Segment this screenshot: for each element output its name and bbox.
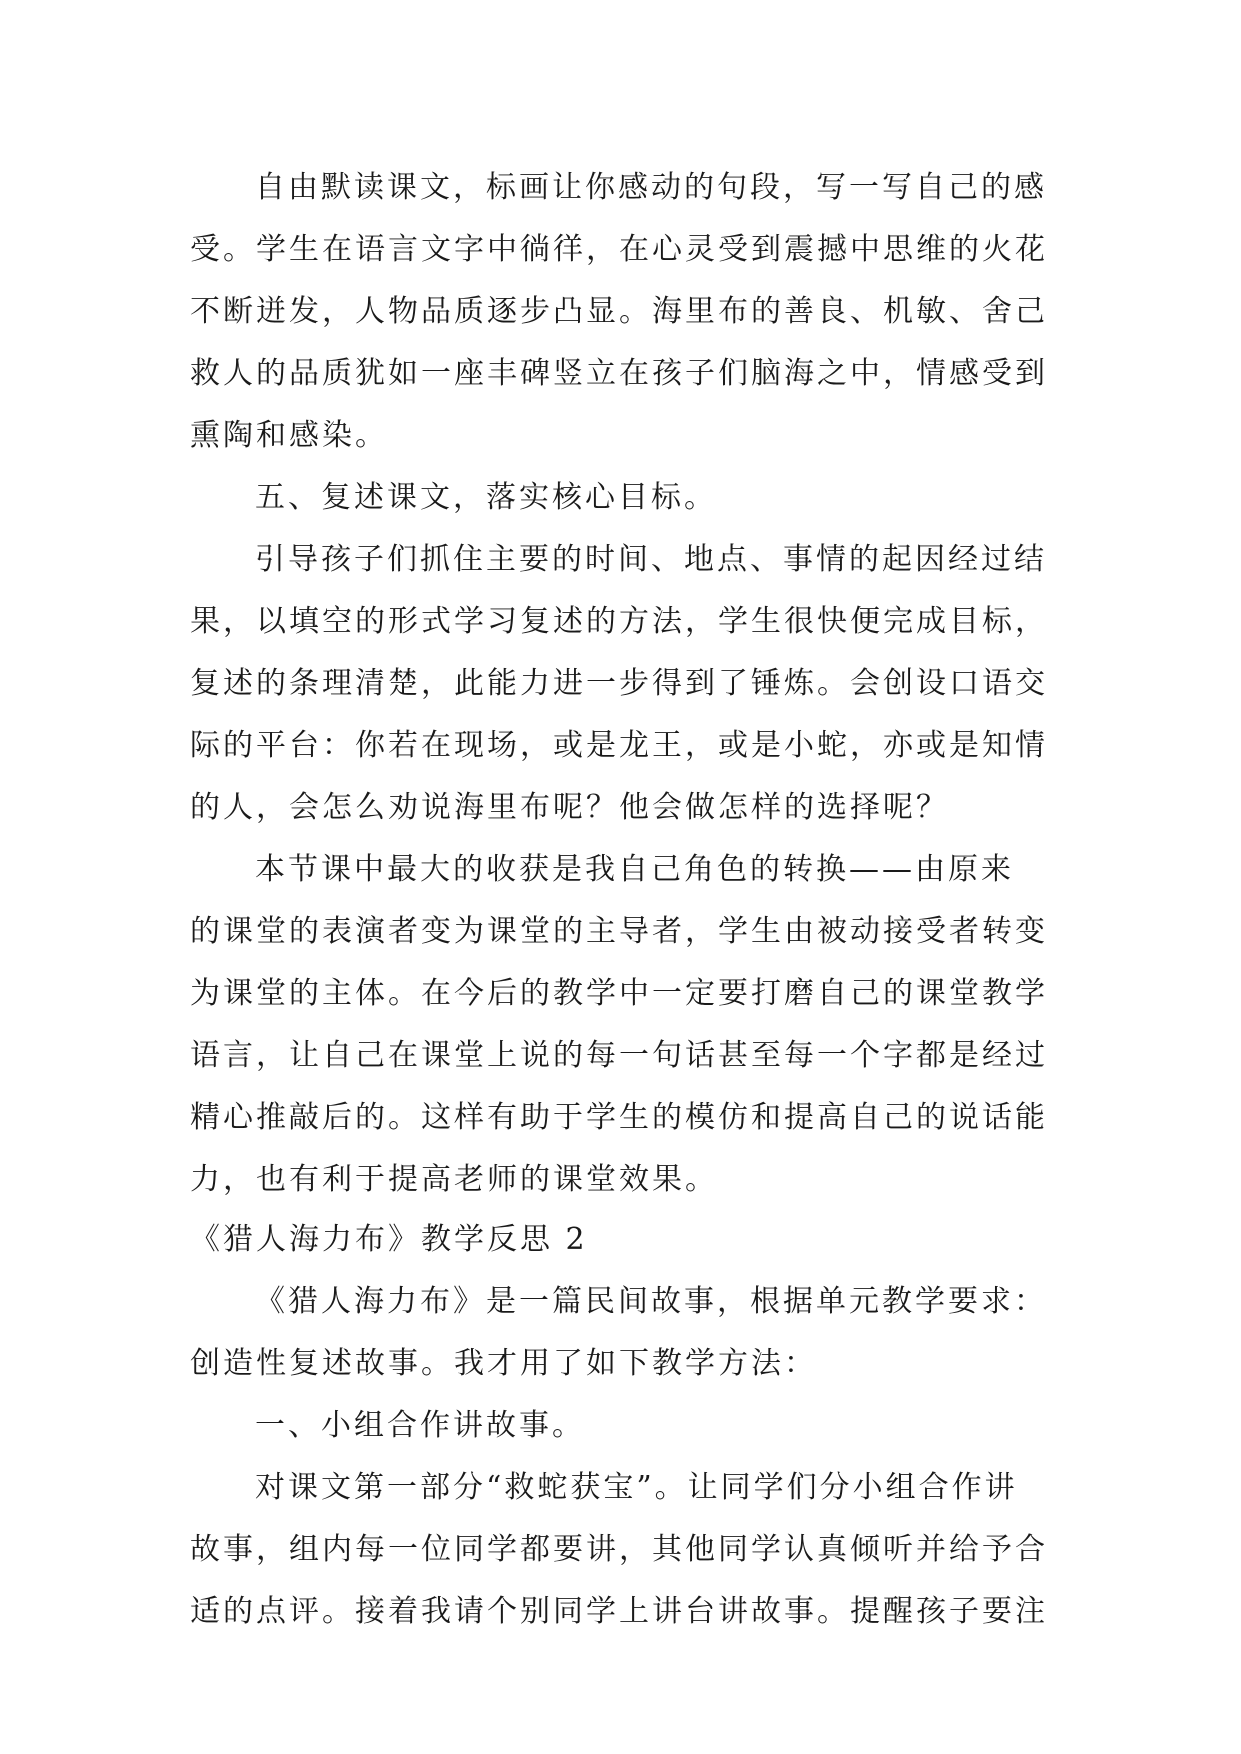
paragraph-line: 力，也有利于提高老师的课堂效果。 bbox=[190, 1162, 718, 1197]
paragraph-line: 的人，会怎么劝说海里布呢？他会做怎样的选择呢？ bbox=[190, 790, 949, 825]
paragraph-line: 不断迸发，人物品质逐步凸显。海里布的善良、机敏、舍己 bbox=[190, 294, 1048, 329]
paragraph-line: 精心推敲后的。这样有助于学生的模仿和提高自己的说话能 bbox=[190, 1100, 1048, 1135]
paragraph-line: 本节课中最大的收获是我自己角色的转换——由原来 bbox=[255, 852, 1014, 887]
section-heading: 五、复述课文，落实核心目标。 bbox=[255, 480, 717, 515]
paragraph-line: 际的平台：你若在现场，或是龙王，或是小蛇，亦或是知情 bbox=[190, 728, 1048, 763]
paragraph-line: 为课堂的主体。在今后的教学中一定要打磨自己的课堂教学 bbox=[190, 976, 1048, 1011]
section-heading: 一、小组合作讲故事。 bbox=[255, 1408, 585, 1443]
paragraph-line: 语言，让自己在课堂上说的每一句话甚至每一个字都是经过 bbox=[190, 1038, 1048, 1073]
paragraph-line: 对课文第一部分“救蛇获宝”。让同学们分小组合作讲 bbox=[255, 1470, 1018, 1505]
document-title: 《猎人海力布》教学反思 2 bbox=[190, 1222, 588, 1257]
paragraph-line: 自由默读课文，标画让你感动的句段，写一写自己的感 bbox=[255, 170, 1047, 205]
paragraph-line: 创造性复述故事。我才用了如下教学方法： bbox=[190, 1346, 817, 1381]
paragraph-line: 果，以填空的形式学习复述的方法，学生很快便完成目标， bbox=[190, 604, 1048, 639]
paragraph-line: 引导孩子们抓住主要的时间、地点、事情的起因经过结 bbox=[255, 542, 1047, 577]
paragraph-line: 受。学生在语言文字中徜徉，在心灵受到震撼中思维的火花 bbox=[190, 232, 1048, 267]
paragraph-line: 故事，组内每一位同学都要讲，其他同学认真倾听并给予合 bbox=[190, 1532, 1048, 1567]
paragraph-line: 救人的品质犹如一座丰碑竖立在孩子们脑海之中，情感受到 bbox=[190, 356, 1048, 391]
paragraph-line: 的课堂的表演者变为课堂的主导者，学生由被动接受者转变 bbox=[190, 914, 1048, 949]
paragraph-line: 熏陶和感染。 bbox=[190, 418, 388, 453]
paragraph-line: 复述的条理清楚，此能力进一步得到了锤炼。会创设口语交 bbox=[190, 666, 1048, 701]
paragraph-line: 适的点评。接着我请个别同学上讲台讲故事。提醒孩子要注 bbox=[190, 1594, 1048, 1629]
paragraph-line: 《猎人海力布》是一篇民间故事，根据单元教学要求： bbox=[255, 1284, 1047, 1319]
